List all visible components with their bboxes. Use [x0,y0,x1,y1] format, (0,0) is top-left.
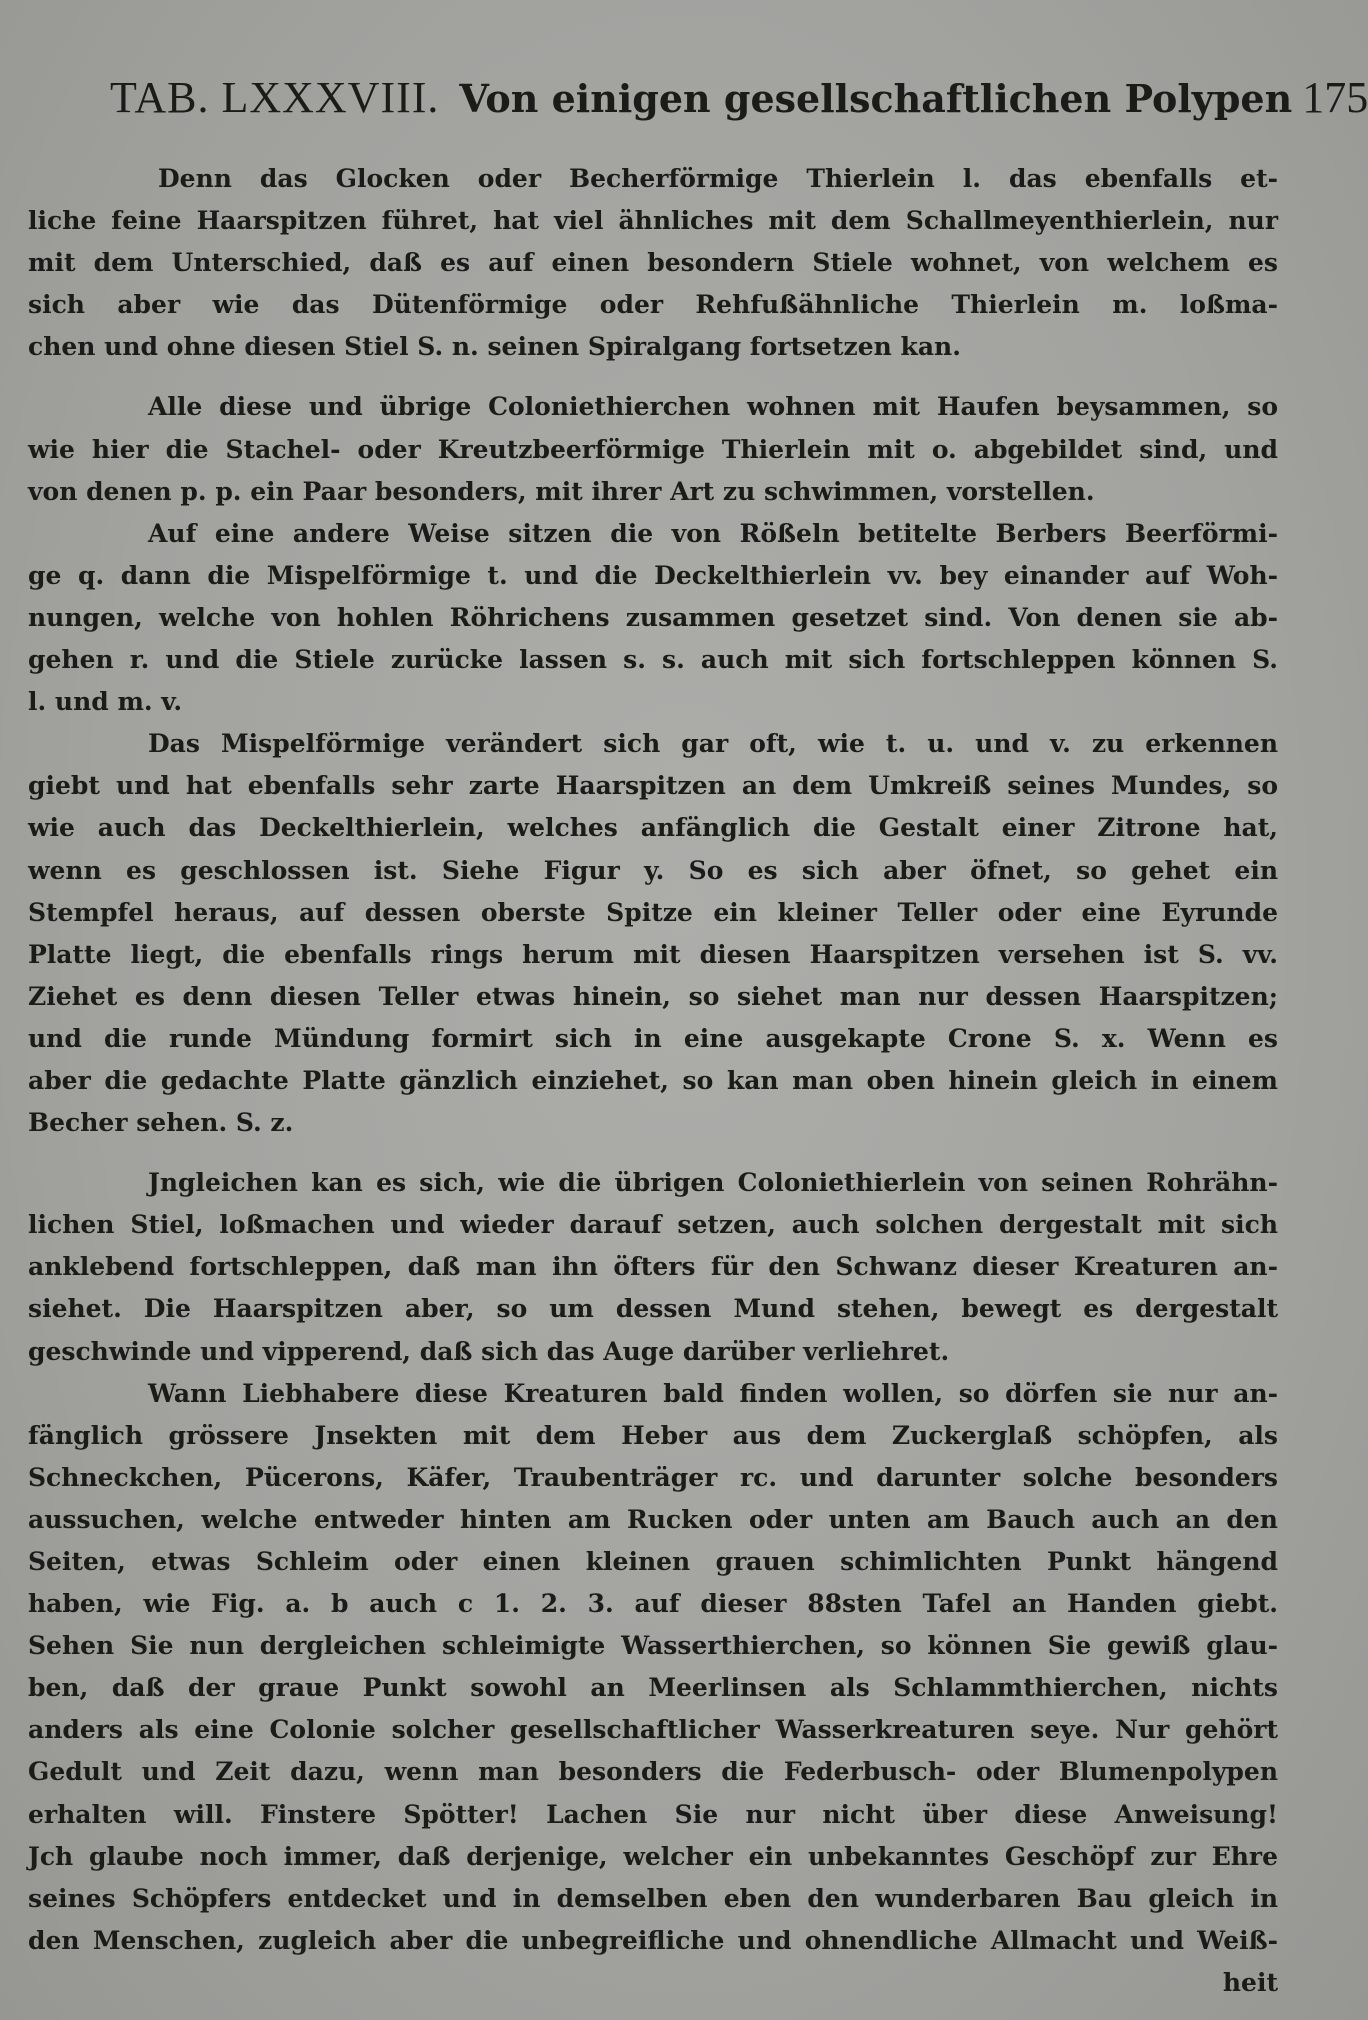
body-text [28,158,1278,2004]
text-line: aussuchen, welche entweder hinten am Rucken oder unten am Bauch auch an den [28,1504,1278,1534]
text-line: Ziehet es denn diesen Teller etwas hinein, so siehet man nur dessen Haarspitzen; [28,981,1278,1011]
text-line: giebt und hat ebenfalls sehr zarte Haarspitzen an dem Umkreiß seines Mundes, so [28,771,1278,801]
running-header [110,72,1368,132]
paragraph [28,1162,1278,1372]
text-line: Jngleichen kan es sich, wie die übrigen Coloniethierlein von seinen Rohrähn- [148,1168,1278,1198]
text-line: Auf eine andere Weise sitzen die von Rößeln betitelte Berbers Beerförmi- [148,518,1278,548]
text-line: l. und m. v. [28,687,183,717]
text-line: ge q. dann die Mispelförmige t. und die Deckelthierlein vv. bey einander auf Woh- [28,560,1278,590]
text-line: fänglich grössere Jnsekten mit dem Heber aus dem Zuckerglaß schöpfen, als [28,1420,1278,1450]
text-line: wenn es geschlossen ist. Siehe Figur y. So es sich aber öfnet, so gehet ein [28,855,1278,885]
text-line: Wann Liebhabere diese Kreaturen bald finden wollen, so dörfen sie nur an- [148,1378,1278,1408]
paragraph-gap [28,1144,1278,1162]
paragraph-gap [28,368,1278,386]
text-line: nungen, welche von hohlen Röhrichens zusammen gesetzet sind. Von denen sie ab- [28,602,1278,632]
text-line: anklebend fortschleppen, daß man ihn öfters für den Schwanz dieser Kreaturen an- [28,1252,1278,1282]
text-line: siehet. Die Haarspitzen aber, so um dessen Mund stehen, bewegt es dergestalt [28,1294,1278,1324]
text-line: Platte liegt, die ebenfalls rings herum mit diesen Haarspitzen versehen ist S. vv. [28,939,1278,969]
text-line: Alle diese und übrige Coloniethierchen wohnen mit Haufen beysammen, so [148,392,1278,422]
text-line: Stempfel heraus, auf dessen oberste Spitze ein kleiner Teller oder eine Eyrunde [28,897,1278,927]
text-line: und die runde Mündung formirt sich in eine ausgekapte Crone S. x. Wenn es [28,1023,1278,1053]
text-line: ben, daß der graue Punkt sowohl an Meerlinsen als Schlammthierchen, nichts [28,1673,1278,1703]
catchword: heit [1222,1967,1278,1997]
text-line: Schneckchen, Pücerons, Käfer, Traubenträger rc. und darunter solche besonders [28,1462,1278,1492]
text-line: anders als eine Colonie solcher gesellschaftlicher Wasserkreaturen seye. Nur gehört [28,1715,1278,1745]
text-line: liche feine Haarspitzen führet, hat viel ähnliches mit dem Schallmeyenthierlein, nur [28,206,1278,236]
text-line: seines Schöpfers entdecket und in demselben eben den wunderbaren Bau gleich in [28,1883,1278,1913]
running-title: Von einigen gesellschaftlichen Polypen [459,76,1293,121]
text-line: wie hier die Stachel- oder Kreutzbeerförmige Thierlein mit o. abgebildet sind, und [28,434,1278,464]
text-line: geschwinde und vipperend, daß sich das Auge darüber verliehret. [28,1336,950,1366]
page-number: 175 [1302,73,1368,122]
plate-number: TAB. LXXXVIII. [110,73,440,122]
paragraph [28,513,1278,723]
text-line: den Menschen, zugleich aber die unbegreifliche und ohnendliche Allmacht und Weiß- [28,1925,1278,1955]
paragraph [28,158,1278,368]
text-line: sich aber wie das Dütenförmige oder Rehfußähnliche Thierlein m. loßma- [28,290,1278,320]
paragraph [28,1373,1278,1962]
text-line: haben, wie Fig. a. b auch c 1. 2. 3. auf dieser 88sten Tafel an Handen giebt. [28,1589,1278,1619]
text-line: chen und ohne diesen Stiel S. n. seinen Spiralgang fortsetzen kan. [28,332,961,362]
text-line: Sehen Sie nun dergleichen schleimigte Wasserthierchen, so können Sie gewiß glau- [28,1631,1278,1661]
text-line: Jch glaube noch immer, daß derjenige, welcher ein unbekanntes Geschöpf zur Ehre [28,1841,1278,1871]
text-line: Seiten, etwas Schleim oder einen kleinen grauen schimlichten Punkt hängend [28,1547,1278,1576]
text-line: Gedult und Zeit dazu, wenn man besonders die Federbusch- oder Blumenpolypen [28,1757,1278,1787]
paragraph [28,723,1278,1144]
text-line: erhalten will. Finstere Spötter! Lachen Sie nur nicht über diese Anweisung! [28,1799,1278,1829]
text-line: von denen p. p. ein Paar besonders, mit ihrer Art zu schwimmen, vorstellen. [28,476,1095,506]
text-line: Denn das Glocken oder Becherförmige Thierlein l. das ebenfalls et- [158,164,1278,193]
text-line: lichen Stiel, loßmachen und wieder darauf setzen, auch solchen dergestalt mit sich [28,1210,1278,1240]
paragraph [28,386,1278,512]
text-line: aber die gedachte Platte gänzlich einziehet, so kan man oben hinein gleich in einem [28,1065,1278,1095]
text-line: Becher sehen. S. z. [28,1108,294,1138]
text-line: gehen r. und die Stiele zurücke lassen s. s. auch mit sich fortschleppen können S. [28,645,1278,675]
text-line: mit dem Unterschied, daß es auf einen besondern Stiele wohnet, von welchem es [28,248,1278,278]
text-line: wie auch das Deckelthierlein, welches anfänglich die Gestalt einer Zitrone hat, [28,813,1278,843]
text-line: Das Mispelförmige verändert sich gar oft, wie t. u. und v. zu erkennen [148,729,1278,759]
